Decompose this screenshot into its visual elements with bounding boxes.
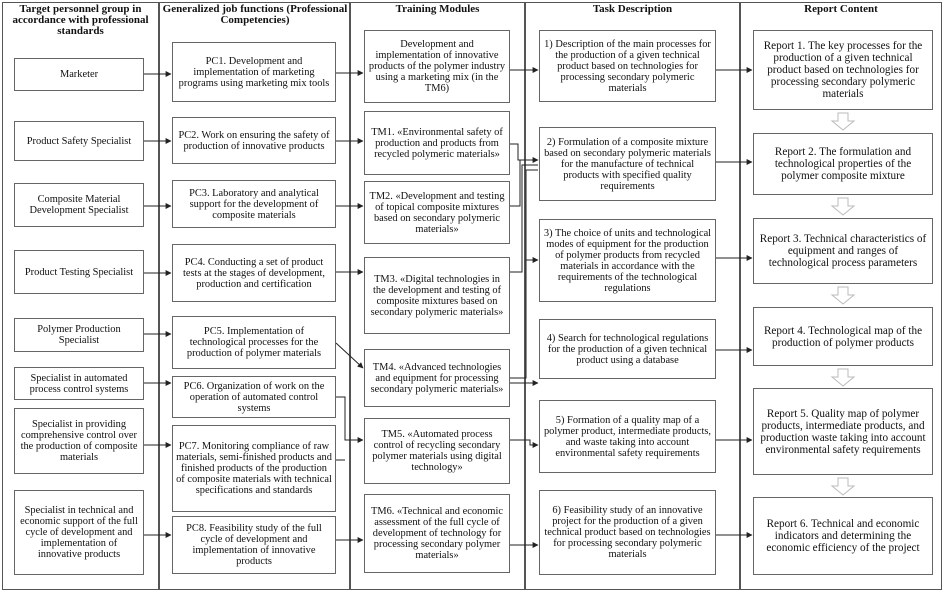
- module-box: [364, 257, 510, 334]
- header-reports: Report Content: [804, 3, 878, 15]
- task-label: 2) Formulation of a composite mixture based on secondary polymeric materials for the manufacture of technical products with specified quality requirements: [544, 136, 711, 192]
- competency-box: [172, 117, 336, 164]
- task-box: [539, 319, 716, 379]
- personnel-label: Marketer: [59, 69, 99, 80]
- competency-label: PC2. Work on ensuring the safety of production of innovative products: [178, 129, 330, 152]
- competency-label: PC5. Implementation of technological processes for the production of polymer materials: [186, 326, 322, 359]
- header-modules: Training Modules: [395, 3, 480, 15]
- competency-box: [172, 425, 336, 512]
- competency-box: [172, 244, 336, 302]
- personnel-box: [14, 318, 144, 352]
- personnel-box: [14, 183, 144, 227]
- competency-label: PC8. Feasibility study of the full cycle of development and implementation of innovative products: [186, 523, 322, 567]
- task-label: 5) Formation of a quality map of a polymer product, intermediate products, and waste taking into account environmental safety requirements: [543, 414, 712, 459]
- report-box: [753, 497, 933, 575]
- task-box: [539, 30, 716, 102]
- report-label: Report 5. Quality map of polymer products, intermediate products, and production waste taking into account environmental safety requirements: [760, 407, 926, 456]
- header-tasks: Task Description: [592, 3, 673, 15]
- report-box: [753, 133, 933, 195]
- personnel-box: [14, 367, 144, 400]
- header-personnel: Target personnel group in accordance with professional standards: [12, 3, 149, 37]
- module-box: [364, 349, 510, 407]
- task-label: 1) Description of the main processes for the production of a given technical product based on technologies for processing secondary polymeric materials: [544, 38, 711, 94]
- competency-box: [172, 516, 336, 574]
- competency-label: PC1. Development and implementation of marketing programs using marketing mix tools: [178, 55, 330, 89]
- module-label: TM6. «Technical and economic assessment of the full cycle of development of technology for processing secondary polymer materials»: [371, 506, 503, 561]
- personnel-box: [14, 58, 144, 91]
- competency-box: [172, 376, 336, 418]
- personnel-label: Polymer Production Specialist: [37, 324, 121, 346]
- module-label: TM5. «Automated process control of recycling secondary polymer materials using digital technology»: [372, 429, 502, 473]
- module-label: TM3. «Digital technologies in the development and testing of composite mixtures based on secondary polymeric materials»: [370, 273, 504, 318]
- personnel-label: Specialist in automated process control systems: [29, 372, 129, 395]
- report-label: Report 1. The key processes for the production of a given technical product based on technologies for processing secondary polymeric materials: [763, 40, 923, 100]
- personnel-box: [14, 121, 144, 161]
- task-label: 3) The choice of units and technological modes of equipment for the production of polymer products from recycled materials in accordance with the requirements of the technological regulations: [543, 227, 712, 294]
- task-box: [539, 490, 716, 575]
- report-box: [753, 218, 933, 284]
- personnel-box: [14, 490, 144, 575]
- competency-box: [172, 180, 336, 228]
- personnel-label: Specialist in technical and economic support of the full cycle of development and implementation of innovative products: [20, 505, 138, 560]
- task-box: [539, 127, 716, 201]
- module-label: TM2. «Development and testing of topical composite mixtures based on secondary polymeric materials»: [369, 190, 505, 235]
- personnel-label: Product Testing Specialist: [24, 266, 134, 278]
- competency-box: [172, 316, 336, 369]
- task-box: [539, 400, 716, 473]
- report-label: Report 3. Technical characteristics of equipment and ranges of technological process parameters: [759, 233, 927, 269]
- report-label: Report 6. Technical and economic indicators and determining the economic efficiency of the project: [766, 518, 920, 554]
- task-label: 6) Feasibility study of an innovative project for the production of a given technical product based on technologies for processing secondary polymeric materials: [544, 505, 711, 560]
- module-box: [364, 181, 510, 244]
- competency-label: PC7. Monitoring compliance of raw materials, semi-finished products and finished products of the production of composite materials with technical specifications and standards: [176, 441, 332, 496]
- competency-label: PC6. Organization of work on the operation of automated control systems: [183, 380, 325, 414]
- header-functions: Generalized job functions (Professional Competencies): [162, 3, 348, 26]
- module-box: [364, 494, 510, 573]
- task-label: 4) Search for technological regulations for the production of a given technical product using a database: [546, 332, 709, 366]
- competency-box: [172, 42, 336, 102]
- module-box: [364, 418, 510, 484]
- module-box: [364, 111, 510, 175]
- module-box: [364, 30, 510, 103]
- personnel-label: Specialist in providing comprehensive control over the production of composite materials: [20, 419, 138, 463]
- report-label: Report 4. Technological map of the production of polymer products: [763, 324, 923, 349]
- task-box: [539, 219, 716, 302]
- personnel-label: Product Safety Specialist: [26, 135, 132, 147]
- competency-label: PC3. Laboratory and analytical support for the development of composite materials: [189, 187, 319, 221]
- module-label: TM1. «Environmental safety of production and products from recycled polymeric materials»: [371, 126, 503, 160]
- personnel-box: [14, 250, 144, 294]
- competency-label: PC4. Conducting a set of product tests at the stages of development, production and certification: [183, 256, 325, 290]
- report-box: [753, 388, 933, 475]
- report-box: [753, 30, 933, 110]
- personnel-label: Composite Material Development Specialist: [29, 194, 129, 216]
- report-label: Report 2. The formulation and technological properties of the polymer composite mixture: [774, 146, 912, 182]
- report-box: [753, 307, 933, 366]
- module-label: TM4. «Advanced technologies and equipment for processing secondary polymeric materials»: [370, 361, 504, 395]
- module-label: Development and implementation of innovative products of the polymer industry using a marketing mix (in the TM6): [368, 39, 506, 94]
- personnel-box: [14, 408, 144, 474]
